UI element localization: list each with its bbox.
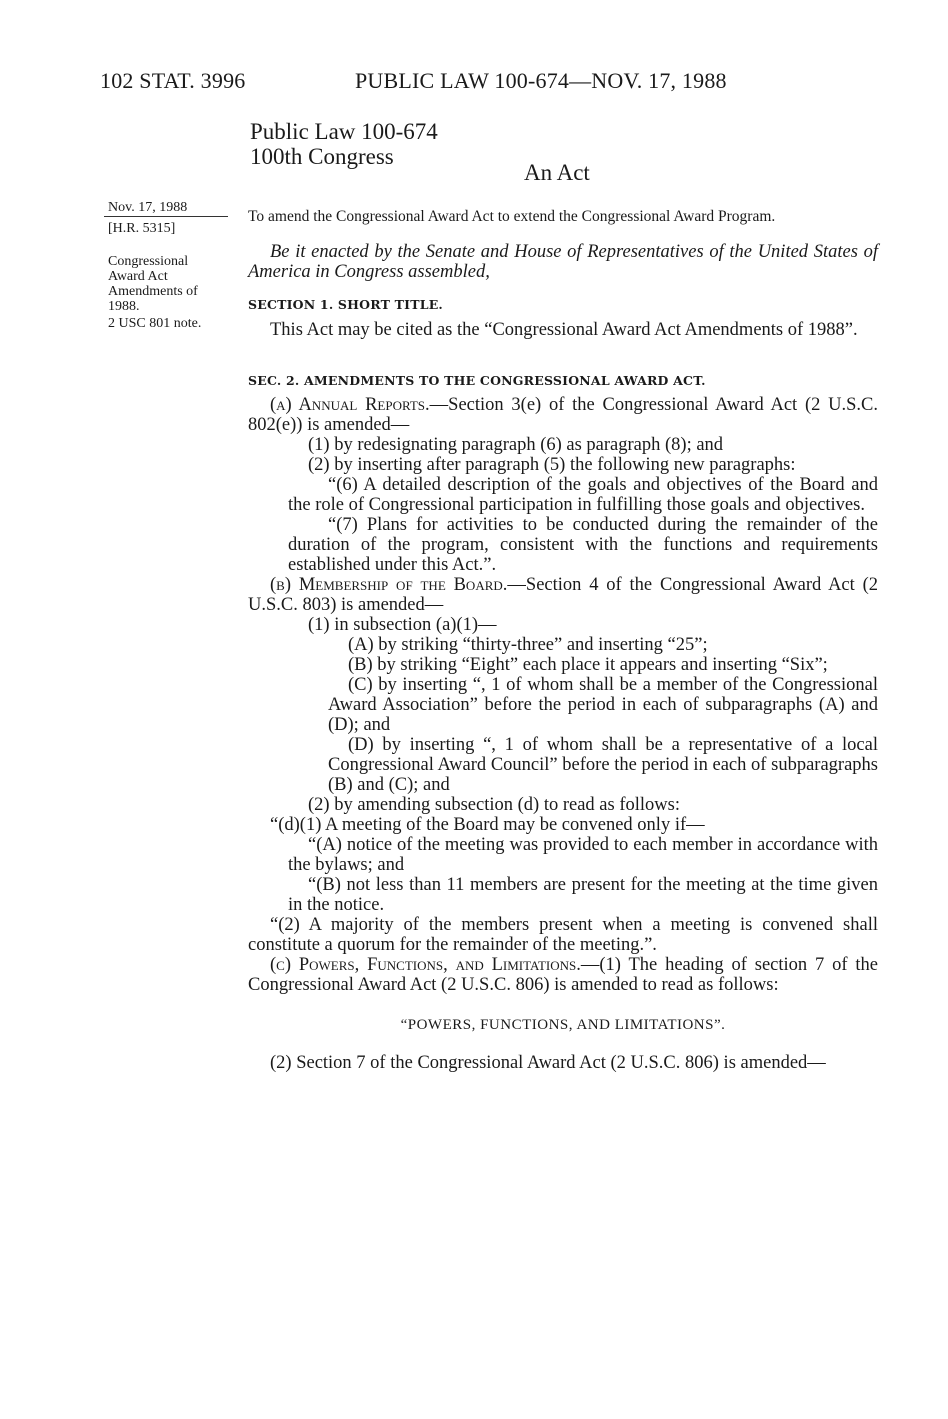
section-2-heading: SEC. 2. AMENDMENTS TO THE CONGRESSIONAL AWARD ACT. xyxy=(248,373,706,388)
law-number: Public Law 100-674 xyxy=(250,119,438,144)
margin-topic-line: Award Act xyxy=(108,269,168,284)
subsection-a-label: (a) Annual Reports. xyxy=(270,395,430,415)
margin-topic-line: 1988. xyxy=(108,299,140,314)
paragraph-c2: (2) Section 7 of the Congressional Award Act (2 U.S.C. 806) is amended— xyxy=(270,1053,826,1073)
page-stat-number: 102 STAT. 3996 xyxy=(100,68,246,93)
short-title-text: This Act may be cited as the “Congressional Award Act Amendments of 1988”. xyxy=(270,320,858,340)
quoted-paragraph-6: “(6) A detailed description of the goals and objectives of the Board and the role of Congressional participation in fulfilling those goals and objectives. xyxy=(288,475,878,515)
section-1-heading: SECTION 1. SHORT TITLE. xyxy=(248,297,443,312)
subsection-b xyxy=(248,575,878,615)
subparagraph-b-A: (A) by striking “thirty-three” and inserting “25”; xyxy=(348,635,708,655)
subsection-b-text: —Section 4 of the Congressional Award Act (2 U.S.C. 803) is amended— xyxy=(248,575,879,615)
paragraph-a2: (2) by inserting after paragraph (5) the following new paragraphs: xyxy=(308,455,796,475)
paragraph-b2: (2) by amending subsection (d) to read as follows: xyxy=(308,795,680,815)
subparagraph-b-D: (D) by inserting “, 1 of whom shall be a representative of a local Congressional Award Council” before the period in each of subparagraphs (B) and (C); and xyxy=(328,735,878,795)
paragraph-a1: (1) by redesignating paragraph (6) as paragraph (8); and xyxy=(308,435,724,455)
margin-topic-line: Congressional xyxy=(108,254,189,269)
subsection-c xyxy=(248,955,878,995)
congress-number: 100th Congress xyxy=(250,144,394,169)
subsection-c-text: —(1) The heading of section 7 of the Congressional Award Act (2 U.S.C. 806) is amended to read as follows: xyxy=(248,955,878,995)
subsection-c-label: (c) Powers, Functions, and Limitations. xyxy=(270,955,581,975)
margin-bill-number: [H.R. 5315] xyxy=(108,221,176,236)
quoted-subparagraph-dA: “(A) notice of the meeting was provided to each member in accordance with the bylaws; and xyxy=(288,835,878,875)
margin-topic-line: Amendments of xyxy=(108,284,198,299)
margin-citation: 2 USC 801 note. xyxy=(108,316,202,331)
paragraph-b1: (1) in subsection (a)(1)— xyxy=(308,615,497,635)
subsection-b-label: (b) Membership of the Board. xyxy=(270,575,508,595)
margin-date: Nov. 17, 1988 xyxy=(108,200,188,215)
subparagraph-b-B: (B) by striking “Eight” each place it appears and inserting “Six”; xyxy=(348,655,828,675)
purpose-line: To amend the Congressional Award Act to extend the Congressional Award Program. xyxy=(248,208,776,225)
enacting-clause: Be it enacted by the Senate and House of Representatives of the United States of America in Congress assembled, xyxy=(248,242,878,282)
margin-rule xyxy=(104,216,228,217)
quoted-subsection-d1: “(d)(1) A meeting of the Board may be convened only if— xyxy=(270,815,705,835)
running-header: PUBLIC LAW 100-674—NOV. 17, 1988 xyxy=(355,68,727,93)
act-heading: An Act xyxy=(524,160,590,185)
subsection-a xyxy=(248,395,878,435)
quoted-subparagraph-dB: “(B) not less than 11 members are present for the meeting at the time given in the notice. xyxy=(288,875,878,915)
amended-heading: “POWERS, FUNCTIONS, AND LIMITATIONS”. xyxy=(400,1017,726,1033)
quoted-paragraph-d2: “(2) A majority of the members present when a meeting is convened shall constitute a quorum for the remainder of the meeting.”. xyxy=(248,915,878,955)
subsection-a-text: —Section 3(e) of the Congressional Award Act (2 U.S.C. 802(e)) is amended— xyxy=(248,395,878,435)
quoted-paragraph-7: “(7) Plans for activities to be conducted during the remainder of the duration of the program, consistent with the functions and requirements established under this Act.”. xyxy=(288,515,878,575)
subparagraph-b-C: (C) by inserting “, 1 of whom shall be a member of the Congressional Award Association” before the period in each of subparagraphs (A) and (D); and xyxy=(328,675,878,735)
